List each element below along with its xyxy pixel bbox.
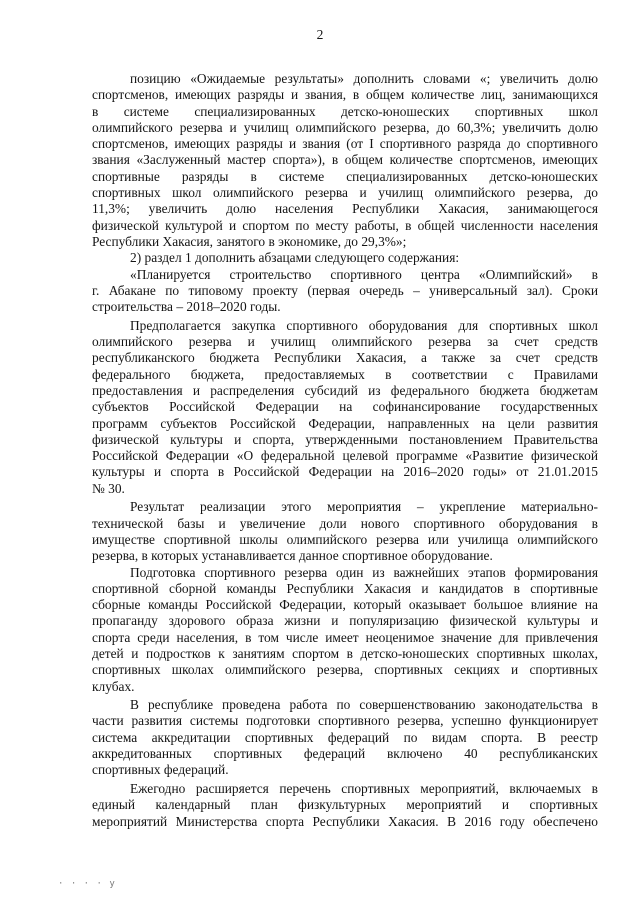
- text-line: субъектов Российской Федерации на софинансирование государственных: [92, 399, 598, 415]
- text-line: 2) раздел 1 дополнить абзацами следующего содержания:: [130, 250, 460, 266]
- page-number: 2: [316, 27, 324, 42]
- text-line: федерального бюджета, предоставляемых в соответствии с Правилами: [92, 366, 598, 382]
- text-line: спортивных школах олимпийского резерва, спортивных секциях и спортивных: [92, 662, 598, 678]
- text-line: мероприятий Министерства спорта Республики Хакасия. В 2016 году обеспечено: [92, 813, 598, 829]
- text-line: В республике проведена работа по совершенствованию законодательства в: [130, 697, 598, 713]
- text-line: звания «Заслуженный мастер спорта»), в общем количестве спортсменов, имеющих: [92, 152, 598, 168]
- text-line: 11,3%; увеличить долю населения Республики Хакасия, занимающегося: [92, 201, 598, 217]
- text-line: Республики Хакасия, занятого в экономике, до 29,3%»;: [92, 233, 407, 249]
- text-line: спортивных федераций.: [92, 762, 229, 778]
- text-line: республиканского бюджета Республики Хакасия, а также за счет средств: [92, 350, 598, 366]
- text-line: «Планируется строительство спортивного центра «Олимпийский» в: [130, 266, 598, 282]
- text-line: единый календарный план физкультурных мероприятий и спортивных: [92, 797, 598, 813]
- text-line: в системе специализированных детско-юношеских спортивных школ: [92, 103, 598, 119]
- text-line: имуществе спортивной школы олимпийского резерва или училища олимпийского: [92, 531, 598, 547]
- scan-mark: · · · · у: [58, 879, 116, 889]
- text-line: спорта среди населения, в том числе имеет неоценимое значение для привлечения: [92, 629, 598, 645]
- text-line: Результат реализации этого мероприятия – укрепление материально-: [130, 499, 598, 515]
- text-line: пропаганду здорового образа жизни и популяризацию физической культуры и: [92, 613, 598, 629]
- text-line: программ субъектов Российской Федерации, направленных на цели развития: [92, 415, 598, 431]
- text-line: олимпийского резерва и училищ олимпийского резерва, до 60,3%; увеличить долю: [92, 119, 598, 135]
- text-line: предоставления и распределения субсидий из федерального бюджета бюджетам: [92, 382, 598, 398]
- text-line: части развития системы подготовки спортивного резерва, успешно функционирует: [92, 713, 598, 729]
- text-line: Ежегодно расширяется перечень спортивных мероприятий, включаемых в: [130, 780, 598, 796]
- text-line: спортивные разряды в системе специализированных детско-юношеских: [92, 168, 598, 184]
- text-line: № 30.: [92, 480, 125, 496]
- text-line: Подготовка спортивного резерва один из важнейших этапов формирования: [130, 564, 598, 580]
- text-line: физической культуры и спорта, утвержденными постановлением Правительства: [92, 431, 598, 447]
- text-line: спортсменов, имеющих разряды и звания (от I спортивного разряда до спортивного: [92, 136, 598, 152]
- text-line: технической базы и увеличение доли нового спортивного оборудования в: [92, 515, 598, 531]
- text-line: олимпийского резерва и училищ олимпийского резерва за счет средств: [92, 334, 598, 350]
- text-line: сборные команды Российской Федерации, который оказывает большое влияние на: [92, 597, 598, 613]
- text-line: резерва, в которых устанавливается данное спортивное оборудование.: [92, 548, 493, 564]
- text-line: Предполагается закупка спортивного оборудования для спортивных школ: [130, 317, 598, 333]
- body-text: [92, 71, 598, 830]
- text-line: Российской Федерации «О федеральной целевой программе «Развитие физической: [92, 448, 598, 464]
- text-line: культуры и спорта в Российской Федерации на 2016–2020 годы» от 21.01.2015: [92, 464, 598, 480]
- text-line: спортивных школ олимпийского резерва и училищ олимпийского резерва, до: [92, 185, 598, 201]
- text-line: г. Абакане по типовому проекту (первая очередь – универсальный зал). Сроки: [92, 282, 598, 298]
- text-line: аккредитованных спортивных федераций включено 40 республиканских: [92, 746, 598, 762]
- text-line: клубах.: [92, 678, 135, 694]
- text-line: детей и подростков к занятиям спортом в детско-юношеских спортивных школах,: [92, 645, 598, 661]
- text-line: система аккредитации спортивных федераций по видам спорта. В реестр: [92, 729, 598, 745]
- text-line: позицию «Ожидаемые результаты» дополнить словами «; увеличить долю: [130, 71, 598, 86]
- text-line: спортивной сборной команды Республики Хакасия и кандидатов в спортивные: [92, 580, 598, 596]
- text-line: физической культурой и спортом по месту работы, в общей численности населения: [92, 217, 598, 233]
- text-line: спортсменов, имеющих разряды и звания, в общем количестве лиц, занимающихся: [92, 87, 598, 103]
- text-line: строительства – 2018–2020 годы.: [92, 299, 281, 315]
